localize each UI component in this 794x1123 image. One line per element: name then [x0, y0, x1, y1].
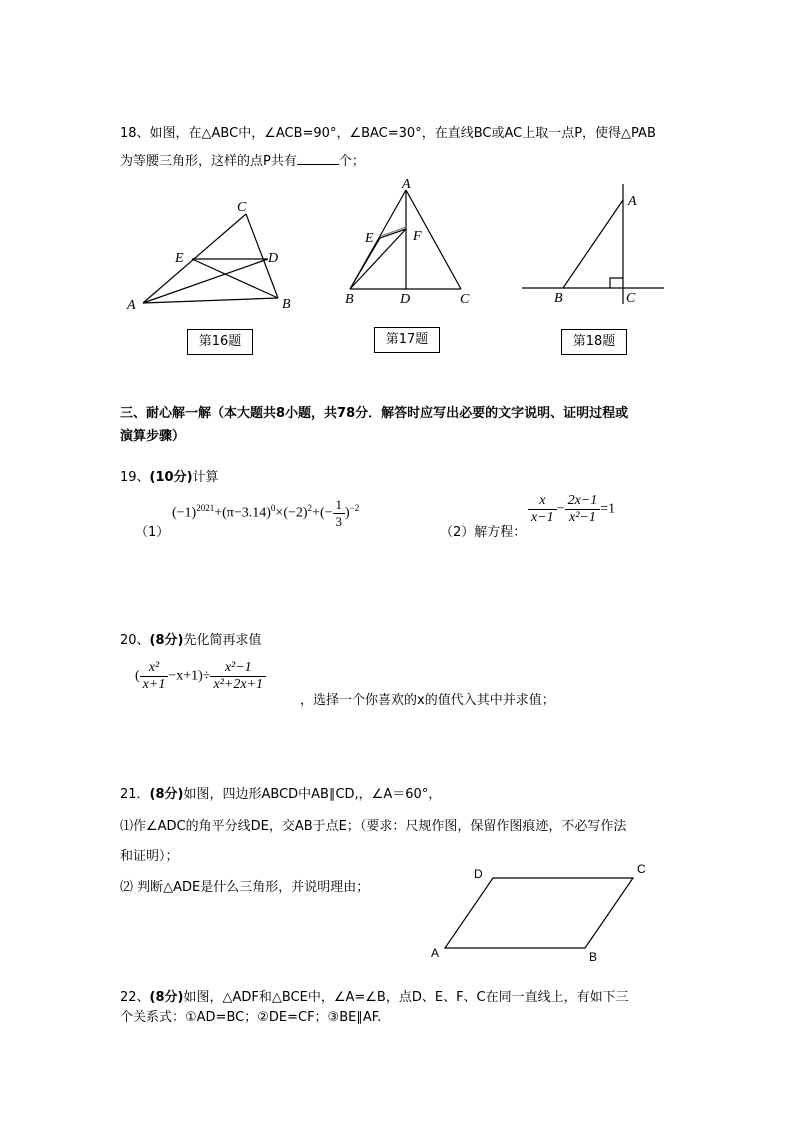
section3-heading-line1: 三、耐心解一解（本大题共8小题，共78分．解答时应写出必要的文字说明、证明过程或: [120, 406, 629, 421]
expr1-frac-num: 1: [333, 497, 346, 514]
q19-part2-label: （2）解方程：: [440, 525, 527, 540]
fig16-label-D: D: [268, 251, 279, 266]
q21-part1-line1: ⑴作∠ADC的角平分线DE，交AB于点E；（要求：尺规作图，保留作图痕迹，不必写作法: [120, 819, 627, 834]
q22-score: (8分): [149, 990, 184, 1005]
expr2-minus: −: [556, 501, 565, 517]
expr2-f1-num: x: [528, 493, 557, 510]
q20-title: 先化简再求值: [183, 633, 262, 648]
expr1-term5: ): [345, 505, 350, 521]
fig18-label-B: B: [554, 291, 563, 306]
expr1-exp1: 2021: [196, 503, 215, 514]
q18-line2-post: 个；: [338, 154, 365, 169]
q22-text1: 如图，△ADF和△BCE中，∠A=∠B，点D、E、F、C在同一直线上，有如下三: [183, 990, 629, 1005]
q19-score: (10分): [149, 470, 193, 485]
fig18-label-C: C: [626, 291, 636, 306]
fig17-label-C: C: [460, 292, 470, 307]
q20-f2-den: x²+2x+1: [213, 677, 264, 692]
q19-part1-label: （1）: [135, 525, 170, 540]
expr1-term3: ×(−2): [275, 505, 308, 521]
expr1-term4: +(−: [312, 505, 333, 521]
fig18-label-A: A: [628, 194, 637, 209]
expr2-f2-num: 2x−1: [565, 493, 601, 510]
q22-line1: [120, 986, 629, 1005]
fig16-label-A: A: [127, 298, 136, 313]
q20-f1-den: x+1: [142, 677, 166, 692]
q18-line2-pre: 为等腰三角形，这样的点P共有: [120, 154, 297, 169]
q20-number: 20、: [120, 633, 150, 648]
fig16-caption: 第16题: [187, 329, 253, 355]
fig17-label-A: A: [402, 177, 411, 192]
q22-number: 22、: [120, 990, 150, 1005]
expr2-f1-den: x−1: [531, 510, 554, 525]
q20-score: (8分): [149, 633, 184, 648]
expr1-exp3: 2: [307, 503, 313, 514]
fig16-label-E: E: [175, 251, 184, 266]
expr1-term2: +(π−3.14): [214, 505, 271, 521]
q20-tail: ，选择一个你喜欢的x的值代入其中并求值；: [300, 693, 555, 708]
q19-number: 19、: [120, 470, 150, 485]
q21-label-C: C: [637, 862, 646, 876]
q21-label-B: B: [589, 950, 598, 964]
q20-f2-num: x²−1: [210, 660, 266, 677]
fig17-label-B: B: [345, 292, 354, 307]
fig17-caption: 第17题: [374, 327, 440, 353]
expr2-equals: =1: [600, 501, 616, 517]
q21-number: 21．: [120, 787, 150, 802]
fig17-label-F: F: [413, 229, 422, 244]
q20-open-paren: (: [135, 668, 140, 684]
q19-title: 计算: [192, 470, 219, 485]
expr1-term1: (−1): [172, 505, 197, 521]
q21-part1-line2: 和证明）；: [120, 849, 179, 864]
section3-heading-line2: 演算步骤）: [120, 429, 186, 444]
q21-title: 如图，四边形ABCD中AB∥CD,，∠A＝60°，: [183, 787, 442, 802]
q20-middle: −x+1)÷: [168, 668, 211, 684]
q21-label-D: D: [474, 867, 483, 881]
fig17-label-D: D: [400, 292, 411, 307]
expr1-exp2: 0: [270, 503, 276, 514]
q21-part2: ⑵ 判断△ADE是什么三角形，并说明理由；: [120, 880, 370, 895]
fig16-label-C: C: [237, 200, 247, 215]
q21-score: (8分): [149, 787, 184, 802]
q18-line1: 18、如图，在△ABC中，∠ACB=90°，∠BAC=30°，在直线BC或AC上取一点P，使得△PAB: [120, 126, 656, 141]
fig17-label-E: E: [365, 231, 374, 246]
q22-line2: 个关系式：①AD=BC；②DE=CF；③BE∥AF.: [120, 1010, 382, 1025]
q20-f1-num: x²: [140, 660, 169, 677]
fig16-label-B: B: [282, 297, 291, 312]
expr1-frac-den: 3: [335, 514, 342, 529]
q21-label-A: A: [431, 946, 440, 960]
expr1-exp5: −2: [349, 503, 360, 514]
fig18-caption: 第18题: [561, 329, 627, 355]
expr2-f2-den: x²−1: [568, 510, 596, 525]
